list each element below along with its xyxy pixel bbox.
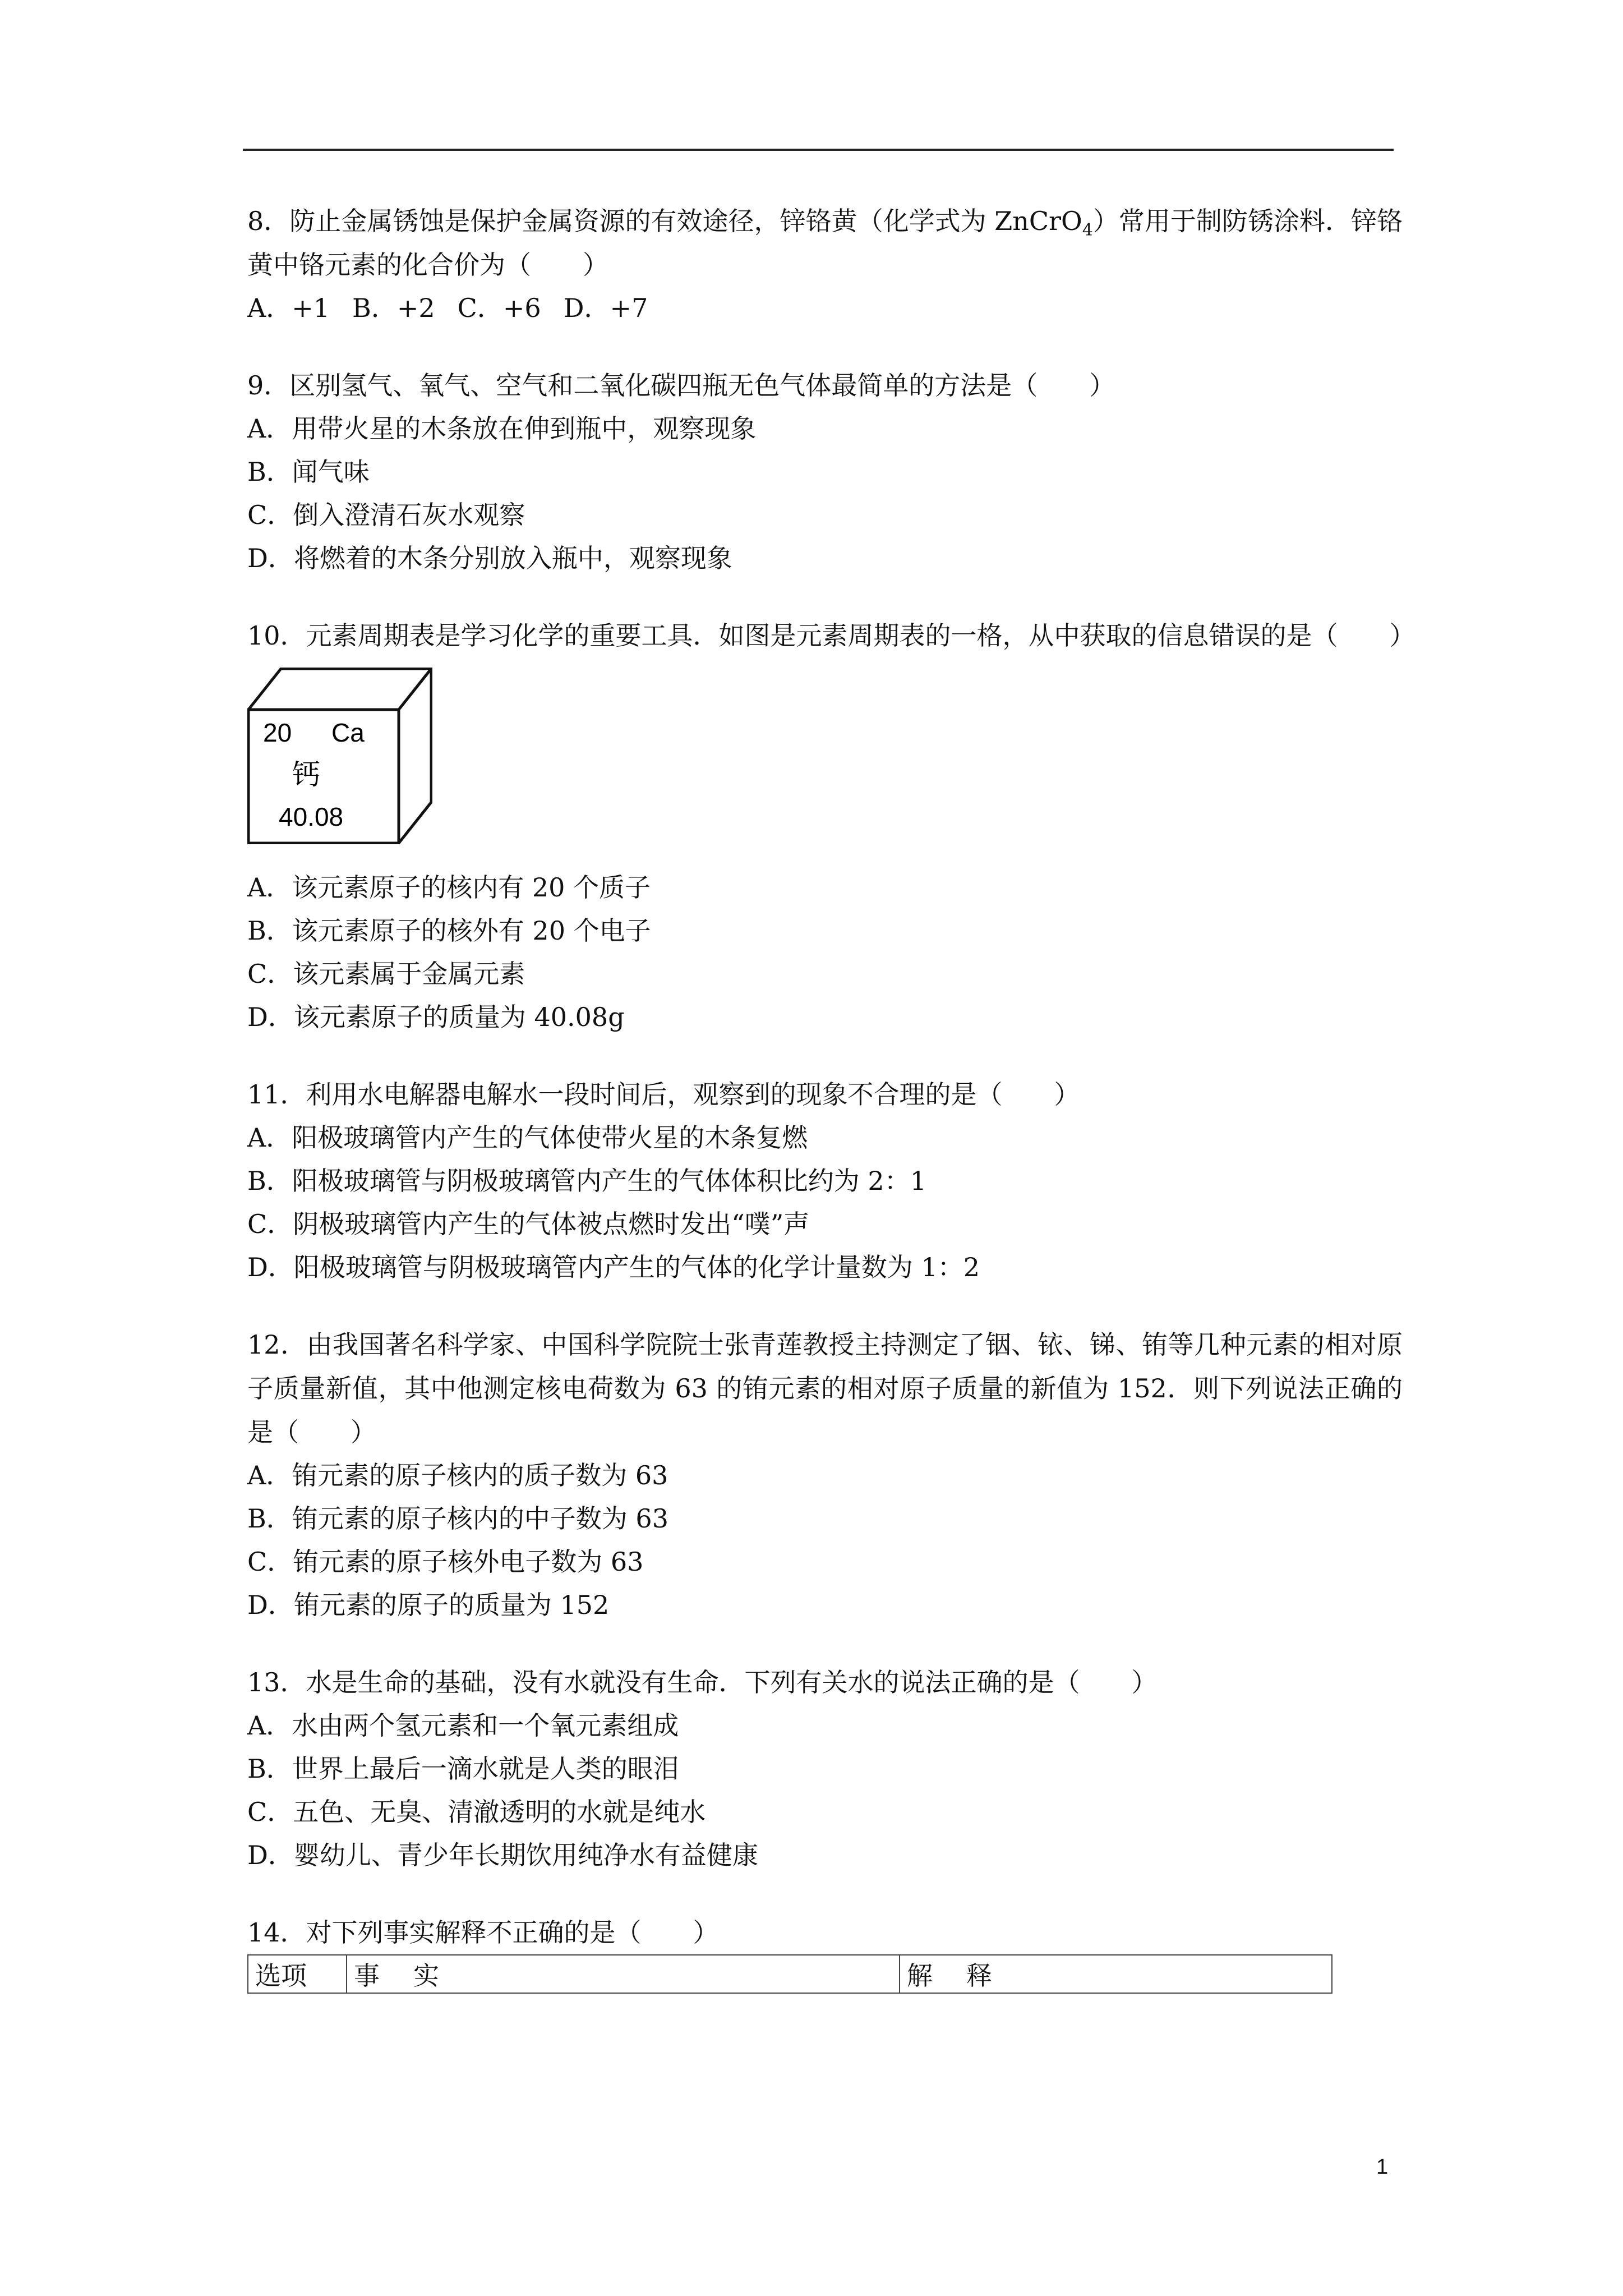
question-stem: 14．对下列事实解释不正确的是（ ）	[247, 1917, 719, 1948]
option-a: A．水由两个氢元素和一个氧元素组成	[247, 1710, 679, 1741]
option-a: A．铕元素的原子核内的质子数为 63	[247, 1460, 668, 1490]
option-row	[247, 287, 1403, 330]
question-14	[247, 1911, 1403, 1994]
question-stem: 10．元素周期表是学习化学的重要工具．如图是元素周期表的一格，从中获取的信息错误的是（ ）	[247, 620, 1415, 651]
option-a: A．+1	[247, 293, 330, 323]
periodic-cell-drawing	[247, 668, 432, 844]
option-a: A．阳极玻璃管内产生的气体使带火星的木条复燃	[247, 1122, 808, 1153]
table-header-row	[248, 1955, 1332, 1993]
question-stem: 9．区别氢气、氧气、空气和二氧化碳四瓶无色气体最简单的方法是（ ）	[247, 370, 1115, 401]
option-d: D．该元素原子的质量为 40.08g	[247, 1002, 625, 1032]
question-12	[247, 1323, 1403, 1627]
option-b: B．世界上最后一滴水就是人类的眼泪	[247, 1754, 679, 1784]
option-d: D．铕元素的原子的质量为 152	[247, 1590, 610, 1620]
element-symbol: Ca	[331, 718, 365, 747]
question-list	[247, 199, 1415, 2027]
question-stem: 13．水是生命的基础，没有水就没有生命．下列有关水的说法正确的是（ ）	[247, 1667, 1158, 1697]
option-b: B．该元素原子的核外有 20 个电子	[247, 915, 651, 946]
question-8	[247, 199, 1403, 330]
option-d: D．婴幼儿、青少年长期饮用纯净水有益健康	[247, 1840, 758, 1870]
table-header-fact: 事实	[347, 1955, 900, 1993]
table-header-option: 选项	[248, 1955, 347, 1993]
atomic-number: 20	[263, 718, 292, 747]
question-9	[247, 364, 1403, 580]
facts-table	[247, 1954, 1332, 1994]
option-c: C．五色、无臭、清澈透明的水就是纯水	[247, 1797, 706, 1827]
option-d: D．阳极玻璃管与阴极玻璃管内产生的气体的化学计量数为 1：2	[247, 1252, 980, 1282]
option-b: B．铕元素的原子核内的中子数为 63	[247, 1503, 668, 1534]
option-c: C．阴极玻璃管内产生的气体被点燃时发出“噗”声	[247, 1209, 810, 1239]
option-c: C．该元素属于金属元素	[247, 959, 525, 989]
option-c: C．倒入澄清石灰水观察	[247, 500, 525, 530]
header-rule	[243, 149, 1394, 151]
option-c: C．铕元素的原子核外电子数为 63	[247, 1547, 644, 1577]
question-13	[247, 1660, 1403, 1877]
option-d: D．将燃着的木条分别放入瓶中，观察现象	[247, 543, 732, 573]
option-b: B．闻气味	[247, 457, 370, 487]
option-b: B．阳极玻璃管与阴极玻璃管内产生的气体体积比约为 2：1	[247, 1166, 926, 1196]
table-header-explanation: 解释	[900, 1955, 1332, 1993]
question-stem: 11．利用水电解器电解水一段时间后，观察到的现象不合理的是（ ）	[247, 1079, 1080, 1110]
option-b: B．+2	[352, 293, 435, 323]
question-11	[247, 1073, 1403, 1289]
question-stem: 12．由我国著名科学家、中国科学院院士张青莲教授主持测定了铟、铱、锑、铕等几种元素的相对原子质量新值，其中他测定核电荷数为 63 的铕元素的相对原子质量的新值为 152．则下列说法正确的是（ ）	[247, 1329, 1403, 1447]
question-10	[247, 614, 1415, 1039]
option-d: D．+7	[563, 293, 648, 323]
element-name: 钙	[292, 758, 320, 791]
option-c: C．+6	[457, 293, 541, 323]
periodic-table-cell-figure	[247, 668, 1403, 850]
page-number: 1	[1376, 2155, 1389, 2179]
question-stem: 8．防止金属锈蚀是保护金属资源的有效途径，锌铬黄（化学式为 ZnCrO$_4$）常用于制防锈涂料．锌铬黄中铬元素的化合价为（ ）	[247, 206, 1403, 280]
atomic-mass: 40.08	[279, 802, 344, 831]
option-a: A．该元素原子的核内有 20 个质子	[247, 872, 651, 903]
option-a: A．用带火星的木条放在伸到瓶中，观察现象	[247, 413, 757, 444]
